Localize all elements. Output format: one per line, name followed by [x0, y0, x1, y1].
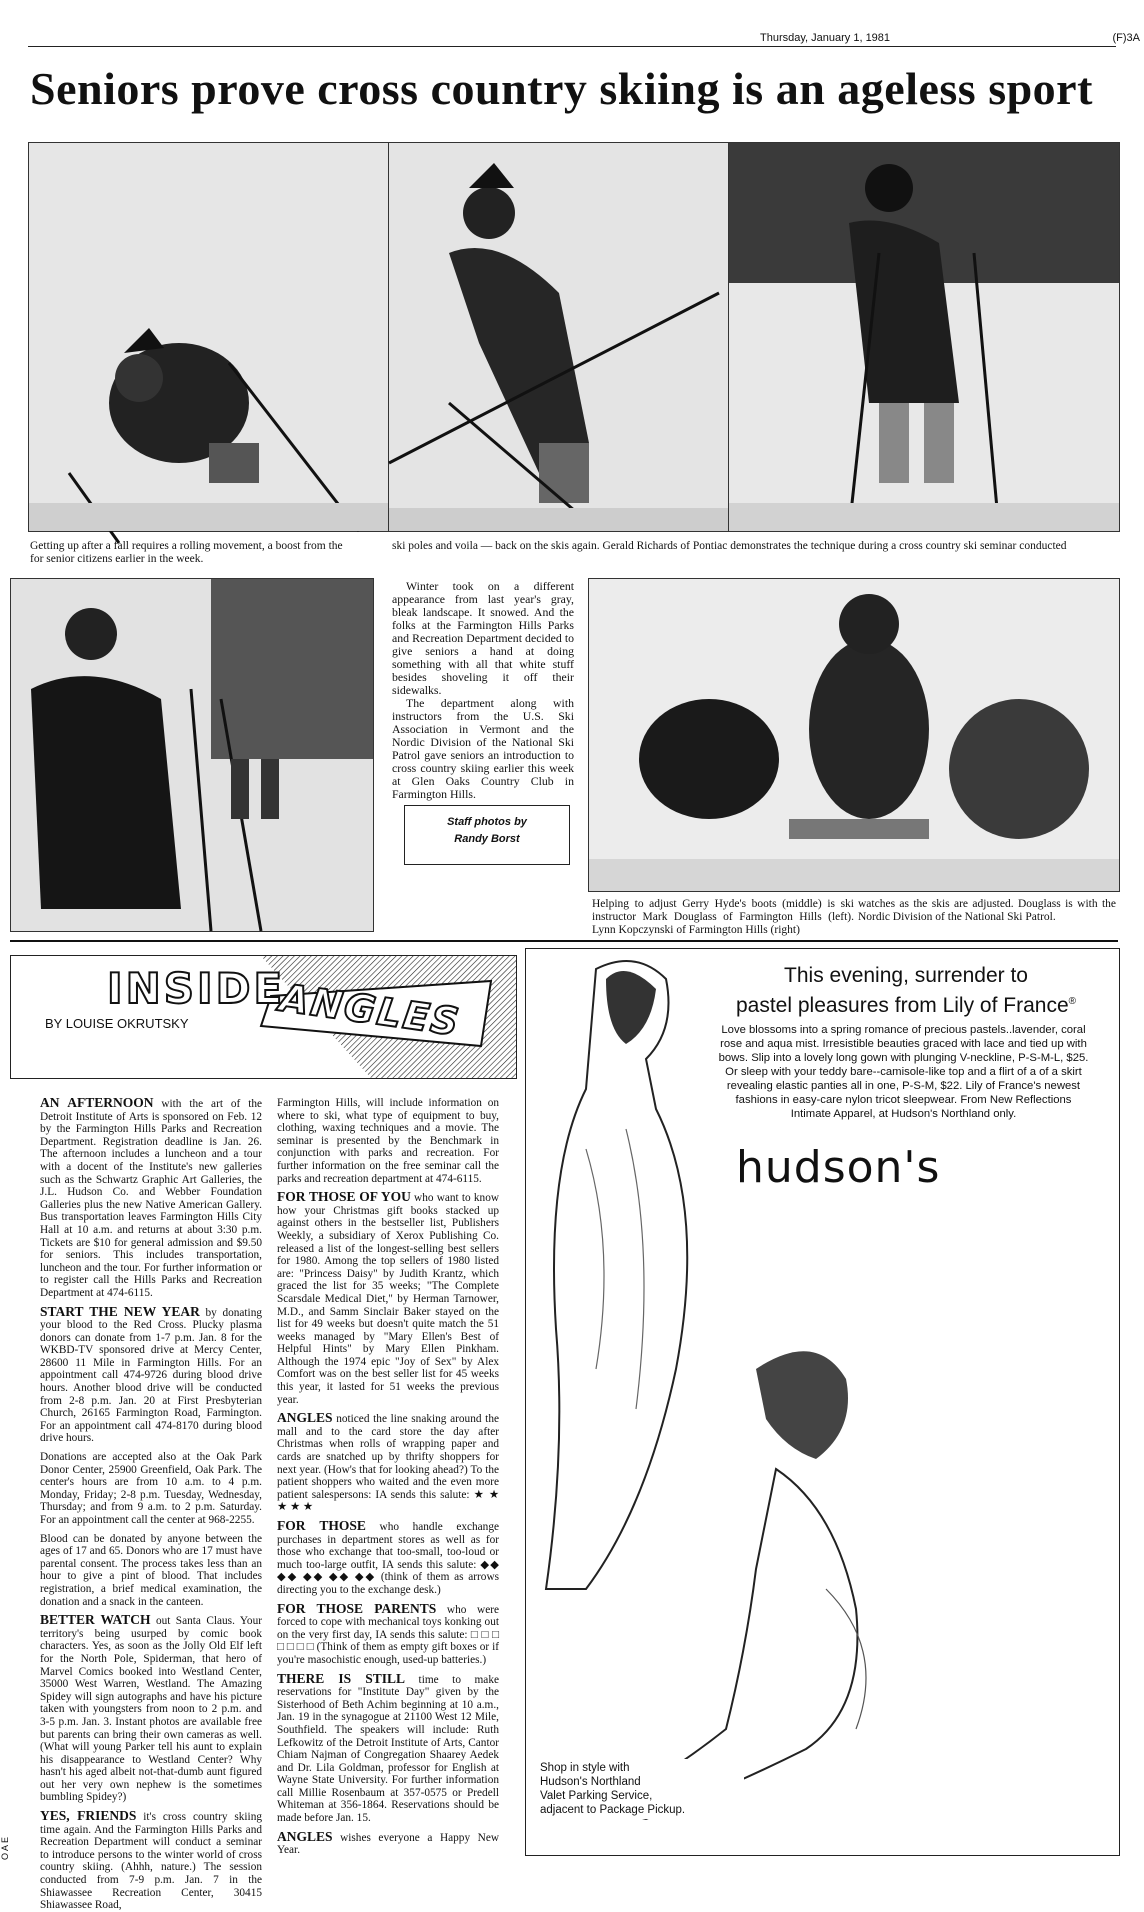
item-text: with the art of the Detroit Institute of Arts is sponsored on Feb. 12 by the Farmington Hills Parks and Recreation Department. Registration deadline is Jan. 26. The afternoon includes a luncheon and a tour with a docent of the Institute's new galleries such as the Schwartz Graphic Art Galleries, the J.L. Hudson Co. and Webber Foundation Galleries plus the new Native American Gallery. Bus transportation leaves Farmington Hills City Hall at 10 a.m. and returns at about 3:30 p.m. Tickets are $10 for general admission and $9.50 for seniors. This includes transportation, luncheon and the tour. For further information or to register call the Hills Parks and Recreation Department at 474-6115.	[40, 1098, 262, 1299]
item-lead-in: FOR THOSE PARENTS	[277, 1600, 437, 1616]
ad-headline-2	[701, 989, 1111, 1018]
page-number: (F)3A	[1112, 32, 1140, 44]
column-item	[40, 1810, 262, 1912]
registered-mark: ®	[1068, 996, 1077, 1007]
credit-line-2: Randy Borst	[454, 833, 520, 845]
item-text: who handle exchange purchases in department stores as well as for those who exchange that too-small, too-loud or much too-large outfit, IA sends this salute: ◆◆ ◆◆ ◆◆ ◆◆ ◆◆ (think of them as arrows directing you to the exchange desk.)	[277, 1521, 499, 1596]
ad-footer-line-2: Hudson's Northland	[540, 1776, 641, 1788]
caption-right: ski poles and voila — back on the skis again. Gerald Richards of Pontiac demonstrates the technique during a cross country ski seminar conducted	[392, 540, 1067, 552]
column-right	[277, 1097, 500, 1857]
item-lead-in: YES, FRIENDS	[40, 1808, 137, 1824]
item-lead-in: THERE IS STILL	[277, 1670, 405, 1686]
ad-footer	[536, 1759, 744, 1819]
column-item	[40, 1303, 262, 1446]
ad-footer-line-1: Shop in style with	[540, 1762, 630, 1774]
item-text: Farmington Hills, will include information on where to ski, what type of equipment to buy, clothing, waxing techniques and a movie. The seminar is presented by the Benchmark in conjunction with parks and recreation. For further information on the free seminar call the parks and recreation department at 474-6115.	[277, 1097, 499, 1185]
item-text: noticed the line snaking around the mall and to the card store the day after Christmas when rolls of wrapping paper and cards are snatched up by thrifty shoppers for next year. (How's that for looking ahead?) To the patient shoppers who waited and the even more patient salespersons: IA sends this salute: ★ ★ ★ ★ ★	[277, 1413, 499, 1514]
page-folio: O A E	[0, 1836, 10, 1860]
column-left	[40, 1095, 262, 1912]
photo-credit	[404, 805, 570, 865]
item-lead-in: START THE NEW YEAR	[40, 1303, 200, 1319]
dateline	[760, 32, 1140, 44]
column-item	[277, 1828, 499, 1857]
caption-left-line1: Getting up after a fall requires a rolling movement, a boost from the	[30, 540, 343, 552]
photo-skier-standing	[728, 142, 1120, 532]
column-item	[40, 1097, 262, 1300]
ad-headline-2-text: pastel pleasures from Lily of France	[735, 994, 1069, 1017]
item-lead-in: BETTER WATCH	[40, 1612, 151, 1628]
item-lead-in: ANGLES	[277, 1828, 333, 1844]
column-item	[277, 1520, 499, 1597]
ad-headline-1: This evening, surrender to	[784, 964, 1028, 987]
item-text: wishes everyone a Happy New Year.	[277, 1831, 499, 1857]
caption-boots-right: watches as the skis are adjusted. Douglass is with the Nordic Division of the National Ski Patrol.	[858, 898, 1116, 923]
caption-left-line2: for senior citizens earlier in the week.	[30, 553, 204, 565]
story-paragraph-2: The department along with instructors from the U.S. Ski Association in Vermont and the Nordic Division of the National Ski Patrol gave seniors an introduction to cross country skiing earlier this week at Glen Oaks Country Club in Farmington Hills.	[392, 696, 574, 801]
photo-skier-fall	[28, 142, 390, 532]
item-text: Blood can be donated by anyone between the ages of 17 and 65. Donors who are 17 must have parental consent. The process takes less than an hour to give a pint of blood. That includes registration, a brief medical examination, the donation and a snack in the canteen.	[40, 1532, 262, 1608]
item-text: who were forced to cope with mechanical toys konking out on the very first day, IA sends this salute: □ □ □ □ □ □ □ (Think of them as empty gift boxes or if you're masochistic enough, used-up batteries.)	[277, 1603, 499, 1666]
item-lead-in: FOR THOSE	[277, 1518, 366, 1533]
item-lead-in: ANGLES	[277, 1410, 333, 1426]
item-lead-in: FOR THOSE OF YOU	[277, 1189, 411, 1205]
story-text	[392, 580, 574, 801]
story-paragraph-1: Winter took on a different appearance from last year's gray, bleak landscape. It snowed. And the folks at the Farmington Hills Parks and Recreation Department decided to give seniors a hand at doing something with all that white stuff besides shoveling it off their sidewalks.	[392, 579, 574, 697]
column-byline: BY LOUISE OKRUTSKY	[45, 1016, 189, 1031]
item-text: it's cross country skiing time again. And the Farmington Hills Parks and Recreation Department will conduct a seminar to introduce persons to the winter world of cross country skiing. (Ahhh, nature.) The session conducted from 7-9 p.m. Jan. 7 in the Shiawassee Recreation Center, 30415 Shiawassee Road,	[40, 1811, 262, 1912]
item-text: time to make reservations for "Institute Day" given by the Sisterhood of Beth Achim beginning at 10 a.m., Jan. 19 in the synagogue at 21100 West 12 Mile, Southfield. The speakers will include: Ruth Lefkowitz of the Detroit Institute of Arts, Cantor Chiam Najman of Congregation Shaarey Aedek and Dr. Lila Goldman, professor for English at Wayne State University. For further information call Millie Rosenbaum at 357-0575 or Predell Whiteman at 356-1864. Reservations should be made before Jan. 15.	[277, 1673, 499, 1825]
item-lead-in: AN AFTERNOON	[40, 1095, 154, 1110]
item-text: by donating your blood to the Red Cross. Plucky plasma donors can donate from 1-7 p.m. Jan. 8 for the WKBD-TV sponsored drive at Mercy Center, 28600 11 Mile in Farmington Hills. For an appointment call 474-9726 during blood drive hours. Another blood drive will be conducted from 2-8 p.m. Jan. 20 at First Presbyterian Church, 26165 Farmington Road, Farmington. For an appointment call 474-8170 during blood drive hours.	[40, 1306, 262, 1445]
ad-footer-line-3: Valet Parking Service,	[540, 1790, 653, 1802]
banner-title-angles: ANGLES	[276, 975, 464, 1045]
hudsons-logo: hudson's	[736, 1142, 941, 1193]
banner-title-inside: INSIDE	[107, 964, 286, 1013]
photo-instructor	[10, 578, 374, 932]
caption-left	[30, 540, 390, 566]
inside-angles-banner	[10, 955, 517, 1079]
column-item	[40, 1451, 262, 1527]
column-item	[277, 1600, 499, 1667]
hudsons-advertisement	[525, 948, 1120, 1856]
top-rule	[28, 46, 1116, 47]
ad-body-copy: Love blossoms into a spring romance of precious pastels..lavender, coral rose and aqua mist. Irresistible beauties graced with lace and tied up with bows. Slip into a lovely long gown with plunging V-neckline, P-S-M-L, $25. Or sleep with your teddy bare--camisole-like top and a flirt of a of a skirt revealing elastic panties all in one, P-S-M, $22. Lily of France's newest fashions in easy-care nylon tricot sleepwear. From New Reflections Intimate Apparel, at Hudson's Northland only.	[718, 1024, 1089, 1120]
item-text: who want to know how your Christmas gift books stacked up against others in the bestseller list, Publishers Weekly, a subsidiary of Xerox Publishing Co. released a list of the longest-selling best sellers for 1980. Among the top sellers of 1980 listed are: "Princess Daisy" by Judith Krantz, which graced the list for 35 weeks; "The Complete Scarsdale Medical Diet," by Herman Tarnower, M.D., and Samm Sinclair Baker stayed on the list for 49 weeks but doesn't quite match the 51 weeks managed by "Mary Ellen's Best of Helpful Hints" by Mary Ellen Pinkham. Although the 1974 epic "Joy of Sex" by Alex Comfort was on the best seller list for 45 weeks this year, it lasted for 51 weeks the previous year.	[277, 1192, 500, 1406]
photo-boot-adjust	[588, 578, 1120, 892]
column-item	[277, 1097, 499, 1185]
column-item	[277, 1191, 499, 1406]
column-item	[40, 1533, 262, 1609]
ad-footer-line-4: adjacent to Package Pickup.	[540, 1804, 686, 1816]
column-item	[277, 1412, 499, 1514]
item-text: out Santa Claus. Your territory's being usurped by comic book characters. Yes, as soon as the Jolly Old Elf left for the North Pole, Spiderman, that hero of Marvel Comics booked into Westland Center, 35000 West Warren, Westland. The Amazing Spidey will sign autographs and have his picture taken with youngsters from noon to 2 p.m. and 3-5 p.m. Jan. 3. Instant photos are available free but parents can bring their own cameras as well. (What will young Parker tell his aunt to explain his disappearance to Westland Center? Why hasn't his aged albeit not-that-dumb aunt figured out her very own nephew is the sometimes bumbling Spidey?)	[40, 1615, 262, 1804]
page-headline: Seniors prove cross country skiing is an ageless sport	[30, 63, 1093, 114]
column-item	[277, 1670, 499, 1825]
section-divider	[10, 940, 1118, 942]
photo-skier-rising	[388, 142, 730, 532]
caption-boots-left: Helping to adjust Gerry Hyde's boots (middle) is ski instructor Mark Douglass of Farmington Hills (left). Lynn Kopczynski of Farmington Hills (right)	[592, 898, 854, 936]
issue-date: Thursday, January 1, 1981	[760, 32, 891, 44]
item-text: Donations are accepted also at the Oak Park Donor Center, 25900 Greenfield, Oak Park. The center's hours are from 10 a.m. to 4 p.m. Monday, Friday; 2-8 p.m. Tuesday, Wednesday, Thursday; and from 9 a.m. to 2 p.m. Saturday. For an appointment call the center at 968-2255.	[40, 1451, 262, 1526]
column-item	[40, 1614, 262, 1804]
credit-line-1: Staff photos by	[447, 816, 527, 828]
